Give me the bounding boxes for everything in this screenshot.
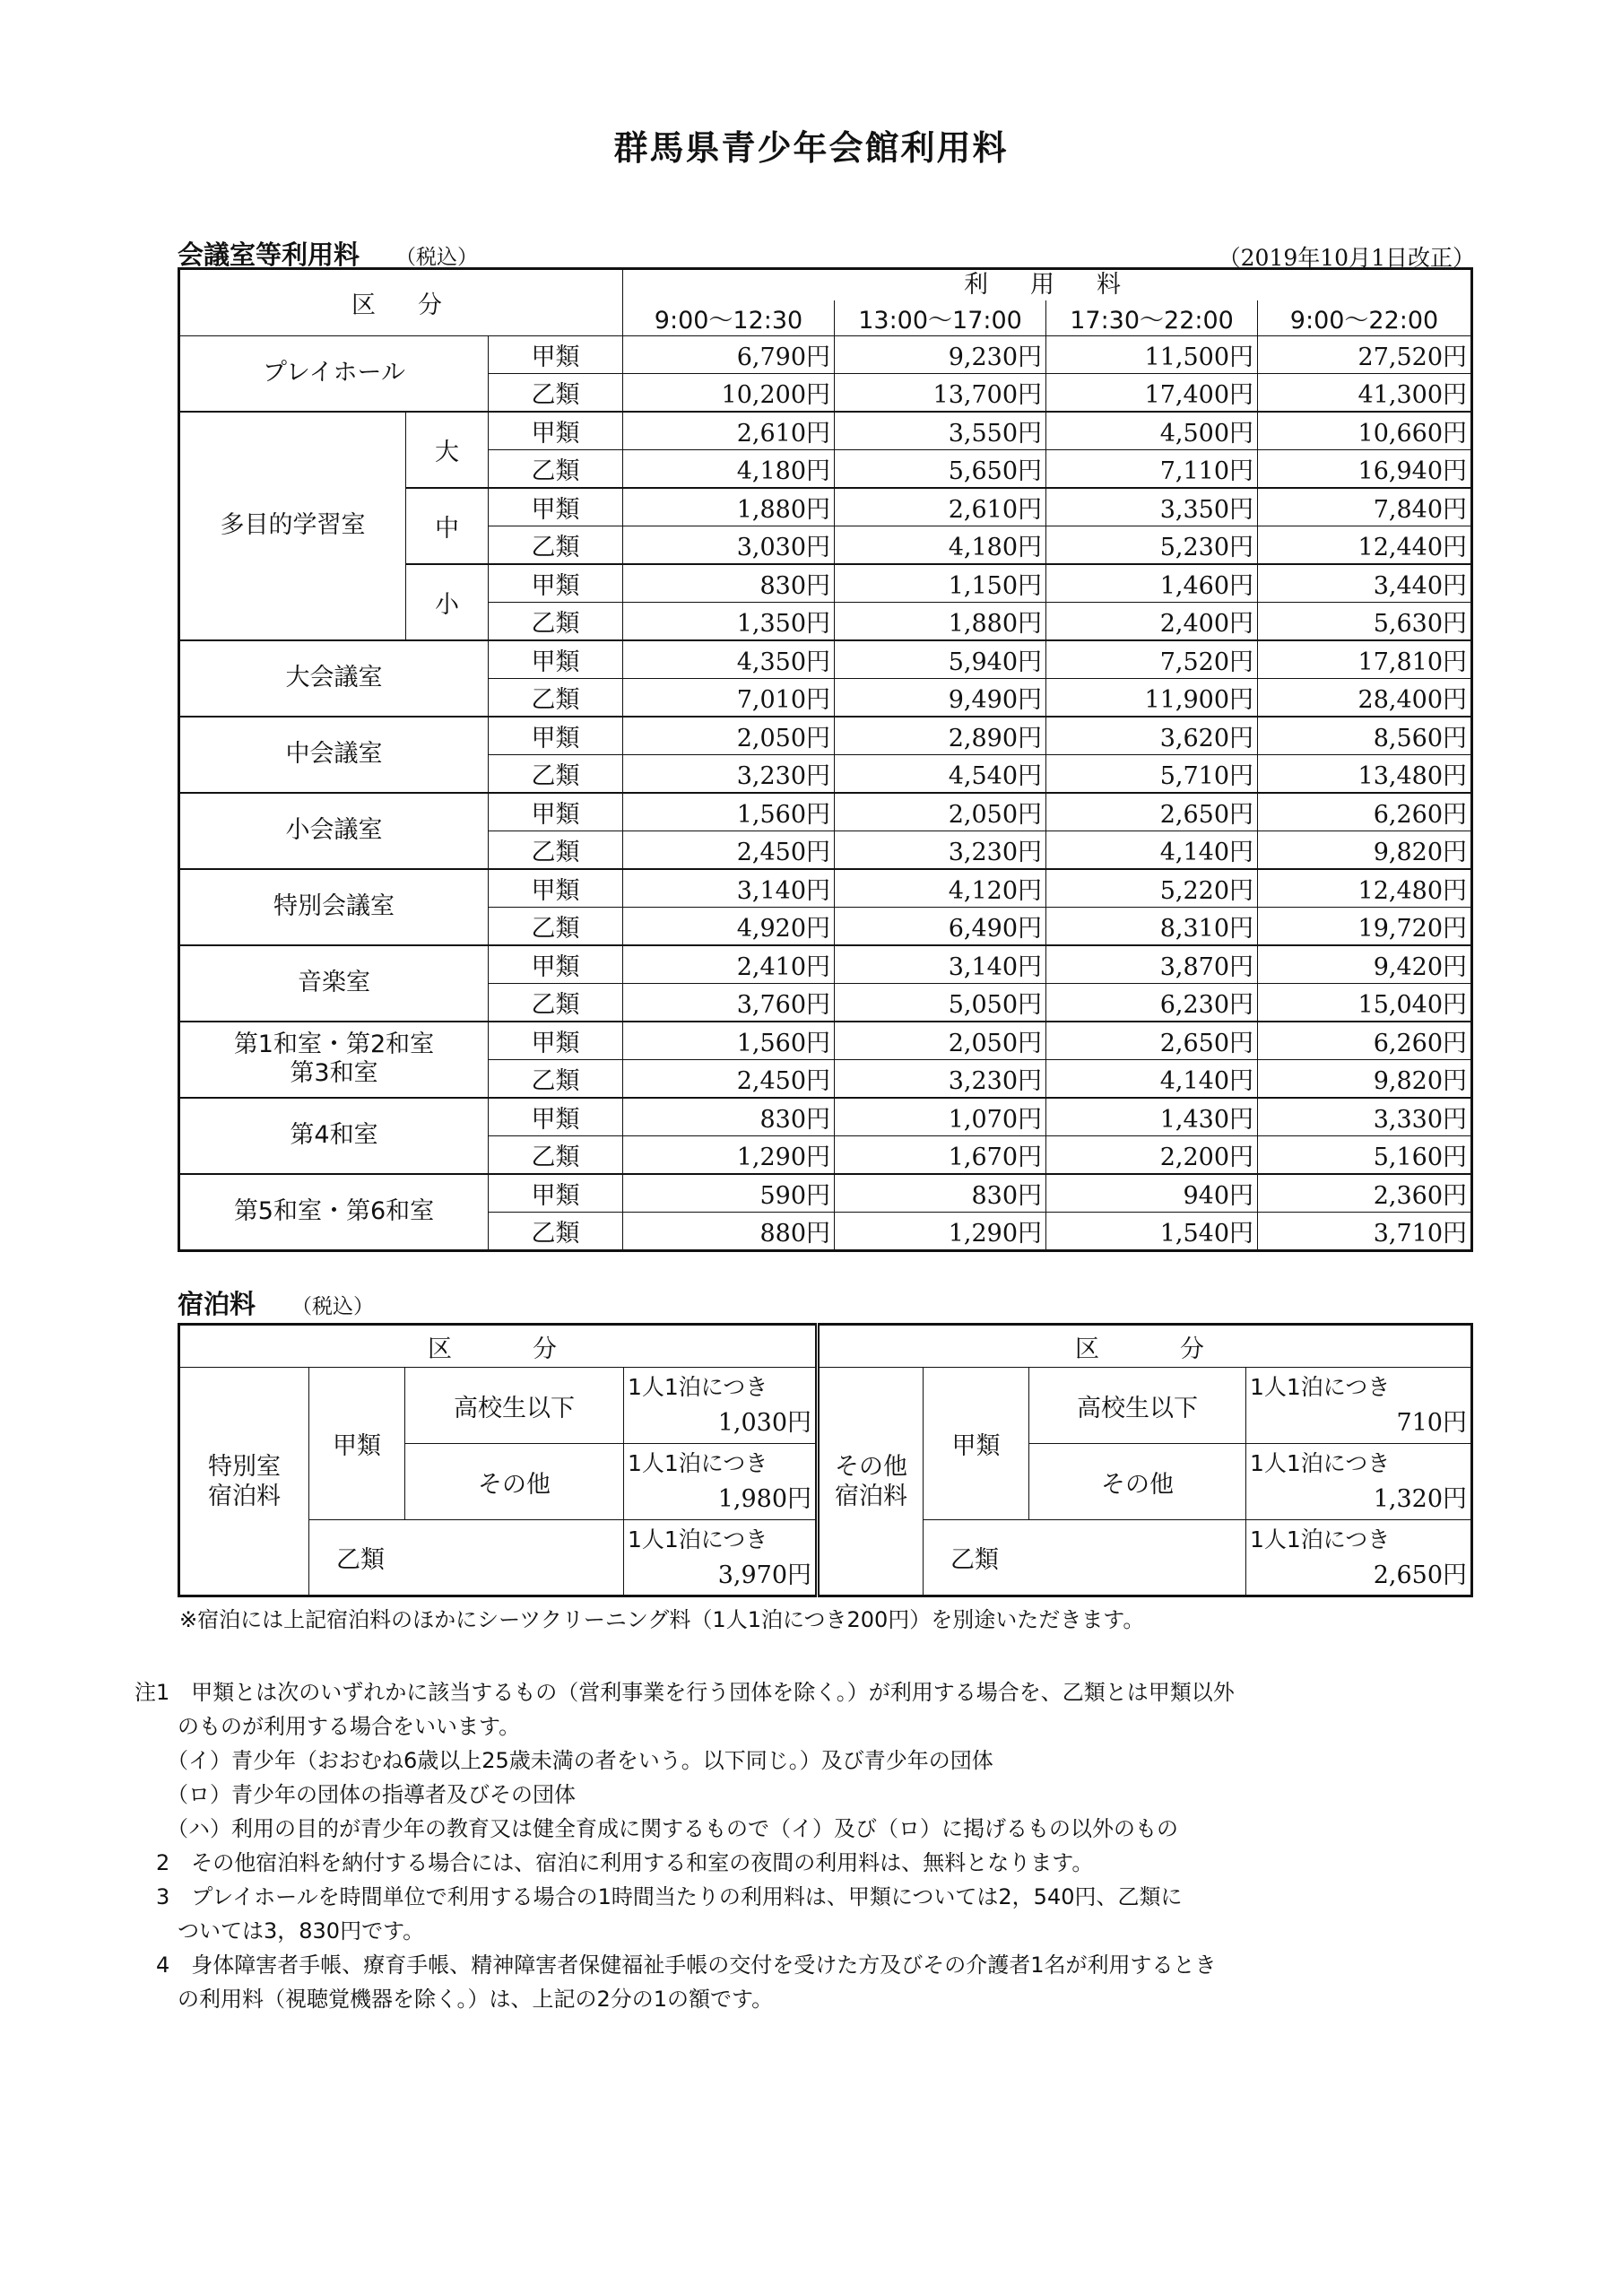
table-row — [179, 945, 1472, 984]
left-other-fee — [624, 1444, 818, 1520]
fee-cell: 3,030円 — [623, 526, 835, 564]
fee-cell: 3,870円 — [1046, 945, 1258, 984]
time-header: 9:00～12:30 — [623, 300, 835, 336]
fee-cell: 8,560円 — [1258, 717, 1472, 755]
lodging-tax-note: （税込） — [291, 1295, 375, 1318]
lodging-kubun-right: 区 分 — [818, 1325, 1472, 1368]
note-line: ついては3，830円です。 — [134, 1918, 425, 1944]
table-row — [179, 869, 1472, 908]
fee-cell: 4,140円 — [1046, 831, 1258, 869]
meeting-heading — [178, 235, 478, 272]
fee-cell: 2,050円 — [623, 717, 835, 755]
fee-cell: 2,400円 — [1046, 602, 1258, 640]
class-label: 乙類 — [489, 678, 623, 717]
table-row — [179, 717, 1472, 755]
right-highschool-amount: 710円 — [1396, 1409, 1467, 1437]
fee-cell: 8,310円 — [1046, 907, 1258, 945]
fee-cell: 9,820円 — [1258, 831, 1472, 869]
fee-cell: 5,940円 — [835, 640, 1046, 679]
right-other-amount: 1,320円 — [1373, 1485, 1467, 1513]
fee-cell: 3,230円 — [835, 831, 1046, 869]
fee-cell: 3,230円 — [623, 754, 835, 793]
fee-cell: 1,560円 — [623, 1022, 835, 1060]
fee-cell: 3,230円 — [835, 1059, 1046, 1098]
class-label: 甲類 — [489, 717, 623, 755]
time-header: 9:00～22:00 — [1258, 300, 1472, 336]
fee-cell: 3,350円 — [1046, 488, 1258, 526]
fee-cell: 27,520円 — [1258, 335, 1472, 373]
table-row — [179, 412, 1472, 450]
fee-cell: 11,900円 — [1046, 678, 1258, 717]
fee-cell: 590円 — [623, 1174, 835, 1213]
class-label: 甲類 — [489, 564, 623, 603]
fee-cell: 1,560円 — [623, 793, 835, 831]
fee-cell: 17,810円 — [1258, 640, 1472, 679]
left-highschool-amount: 1,030円 — [717, 1409, 811, 1437]
left-other-amount: 1,980円 — [717, 1485, 811, 1513]
fee-cell: 5,160円 — [1258, 1135, 1472, 1174]
class-label: 甲類 — [489, 488, 623, 526]
meeting-tax-note: （税込） — [395, 246, 479, 269]
note-line: の利用料（視聴覚機器を除く。）は、上記の2分の1の額です。 — [134, 1987, 774, 2012]
fee-cell: 880円 — [623, 1212, 835, 1250]
fee-cell: 2,410円 — [623, 945, 835, 984]
note-line: 2 その他宿泊料を納付する場合には、宿泊に利用する和室の夜間の利用料は、無料となります。 — [134, 1850, 1094, 1875]
fee-header: 利 用 料 — [623, 269, 1472, 300]
fee-cell: 10,660円 — [1258, 412, 1472, 450]
fee-cell: 1,540円 — [1046, 1212, 1258, 1250]
table-row — [179, 640, 1472, 679]
fee-cell: 7,520円 — [1046, 640, 1258, 679]
room-size: 小 — [406, 564, 489, 640]
fee-cell: 3,710円 — [1258, 1212, 1472, 1250]
left-otsu-label: 乙類 — [309, 1520, 624, 1596]
fee-cell: 5,710円 — [1046, 754, 1258, 793]
fee-cell: 12,440円 — [1258, 526, 1472, 564]
room-name: 特別会議室 — [179, 869, 489, 945]
right-highschool-fee — [1246, 1368, 1472, 1444]
fee-cell: 6,790円 — [623, 335, 835, 373]
class-label: 乙類 — [489, 1135, 623, 1174]
fee-cell: 1,350円 — [623, 602, 835, 640]
left-otsu-fee — [624, 1520, 818, 1596]
fee-cell: 7,840円 — [1258, 488, 1472, 526]
fee-cell: 3,620円 — [1046, 717, 1258, 755]
fee-cell: 9,490円 — [835, 678, 1046, 717]
table-row — [179, 1174, 1472, 1213]
fee-cell: 13,700円 — [835, 373, 1046, 412]
per-night-label: 1人1泊につき — [1250, 1450, 1391, 1476]
fee-cell: 9,820円 — [1258, 1059, 1472, 1098]
fee-cell: 7,110円 — [1046, 449, 1258, 488]
table-row — [179, 793, 1472, 831]
fee-cell: 2,610円 — [835, 488, 1046, 526]
fee-cell: 7,010円 — [623, 678, 835, 717]
fee-cell: 5,650円 — [835, 449, 1046, 488]
class-label: 乙類 — [489, 754, 623, 793]
note-line: （イ）青少年（おおむね6歳以上25歳未満の者をいう。以下同じ。）及び青少年の団体 — [134, 1748, 993, 1773]
room-name: 多目的学習室 — [179, 412, 406, 640]
fee-cell: 13,480円 — [1258, 754, 1472, 793]
right-otsu-fee — [1246, 1520, 1472, 1596]
lodging-heading-text: 宿泊料 — [178, 1289, 256, 1319]
fee-cell: 2,890円 — [835, 717, 1046, 755]
fee-cell: 1,290円 — [623, 1135, 835, 1174]
right-kou-label: 甲類 — [924, 1368, 1029, 1520]
fee-cell: 6,260円 — [1258, 1022, 1472, 1060]
class-label: 乙類 — [489, 831, 623, 869]
right-highschool-label: 高校生以下 — [1029, 1368, 1246, 1444]
fee-cell: 2,650円 — [1046, 793, 1258, 831]
room-name: 小会議室 — [179, 793, 489, 869]
fee-cell: 6,260円 — [1258, 793, 1472, 831]
fee-cell: 4,540円 — [835, 754, 1046, 793]
class-label: 甲類 — [489, 1022, 623, 1060]
fee-cell: 4,350円 — [623, 640, 835, 679]
room-name: 第1和室・第2和室 第3和室 — [179, 1022, 489, 1098]
class-label: 乙類 — [489, 602, 623, 640]
special-room-lodging-label: 特別室 宿泊料 — [179, 1368, 309, 1596]
class-label: 乙類 — [489, 373, 623, 412]
per-night-label: 1人1泊につき — [628, 1450, 768, 1476]
fee-cell: 4,500円 — [1046, 412, 1258, 450]
fee-cell: 2,650円 — [1046, 1022, 1258, 1060]
room-size: 中 — [406, 488, 489, 564]
room-name: プレイホール — [179, 335, 489, 412]
class-label: 甲類 — [489, 412, 623, 450]
fee-cell: 3,550円 — [835, 412, 1046, 450]
note-line: のものが利用する場合をいいます。 — [134, 1714, 521, 1739]
notes-section — [134, 1675, 1235, 2016]
fee-cell: 830円 — [623, 1098, 835, 1136]
fee-cell: 3,140円 — [623, 869, 835, 908]
note-line: （ロ）青少年の団体の指導者及びその団体 — [134, 1782, 576, 1807]
room-name: 第4和室 — [179, 1098, 489, 1174]
room-size: 大 — [406, 412, 489, 488]
note-line: 4 身体障害者手帳、療育手帳、精神障害者保健福祉手帳の交付を受けた方及びその介護者1名が利用するとき — [134, 1952, 1217, 1978]
fee-cell: 4,140円 — [1046, 1059, 1258, 1098]
fee-cell: 2,610円 — [623, 412, 835, 450]
fee-cell: 9,420円 — [1258, 945, 1472, 984]
fee-cell: 2,450円 — [623, 831, 835, 869]
fee-cell: 2,200円 — [1046, 1135, 1258, 1174]
class-label: 乙類 — [489, 1212, 623, 1250]
left-otsu-amount: 3,970円 — [717, 1561, 811, 1589]
fee-cell: 3,760円 — [623, 983, 835, 1022]
per-night-label: 1人1泊につき — [628, 1374, 768, 1400]
table-row — [179, 335, 1472, 373]
class-label: 乙類 — [489, 907, 623, 945]
note-line: 3 プレイホールを時間単位で利用する場合の1時間当たりの利用料は、甲類については2，540円、乙類に — [134, 1884, 1183, 1909]
fee-cell: 16,940円 — [1258, 449, 1472, 488]
fee-cell: 4,180円 — [835, 526, 1046, 564]
left-highschool-fee — [624, 1368, 818, 1444]
room-name: 大会議室 — [179, 640, 489, 717]
class-label: 甲類 — [489, 793, 623, 831]
fee-cell: 4,920円 — [623, 907, 835, 945]
fee-cell: 5,050円 — [835, 983, 1046, 1022]
fee-cell: 2,050円 — [835, 793, 1046, 831]
fee-cell: 1,290円 — [835, 1212, 1046, 1250]
left-kou-label: 甲類 — [309, 1368, 405, 1520]
meeting-heading-text: 会議室等利用料 — [178, 239, 360, 270]
meeting-fee-table — [178, 267, 1473, 1252]
fee-cell: 6,490円 — [835, 907, 1046, 945]
fee-cell: 3,440円 — [1258, 564, 1472, 603]
page-title: 群馬県青少年会館利用料 — [613, 128, 1009, 168]
fee-cell: 9,230円 — [835, 335, 1046, 373]
fee-cell: 41,300円 — [1258, 373, 1472, 412]
note-line: 注1 甲類とは次のいずれかに該当するもの（営利事業を行う団体を除く。）が利用する場合を、乙類とは甲類以外 — [134, 1680, 1235, 1705]
per-night-label: 1人1泊につき — [1250, 1374, 1391, 1400]
fee-cell: 1,670円 — [835, 1135, 1046, 1174]
fee-cell: 15,040円 — [1258, 983, 1472, 1022]
other-lodging-label: その他 宿泊料 — [818, 1368, 924, 1596]
table-row — [179, 1098, 1472, 1136]
fee-cell: 4,180円 — [623, 449, 835, 488]
fee-cell: 28,400円 — [1258, 678, 1472, 717]
room-name: 第5和室・第6和室 — [179, 1174, 489, 1251]
fee-cell: 12,480円 — [1258, 869, 1472, 908]
fee-cell: 5,230円 — [1046, 526, 1258, 564]
fee-cell: 1,880円 — [835, 602, 1046, 640]
lodging-fee-table — [178, 1323, 1473, 1597]
right-otsu-label: 乙類 — [924, 1520, 1246, 1596]
kubun-header: 区 分 — [179, 269, 623, 336]
fee-cell: 17,400円 — [1046, 373, 1258, 412]
fee-cell: 19,720円 — [1258, 907, 1472, 945]
note-line: （ハ）利用の目的が青少年の教育又は健全育成に関するもので（イ）及び（ロ）に掲げるもの以外のもの — [134, 1816, 1178, 1841]
fee-cell: 1,150円 — [835, 564, 1046, 603]
fee-cell: 830円 — [623, 564, 835, 603]
per-night-label: 1人1泊につき — [1250, 1526, 1391, 1552]
fee-cell: 1,430円 — [1046, 1098, 1258, 1136]
right-other-label: その他 — [1029, 1444, 1246, 1520]
time-header: 17:30～22:00 — [1046, 300, 1258, 336]
fee-cell: 2,050円 — [835, 1022, 1046, 1060]
class-label: 甲類 — [489, 1098, 623, 1136]
class-label: 甲類 — [489, 640, 623, 679]
fee-cell: 2,360円 — [1258, 1174, 1472, 1213]
left-other-label: その他 — [405, 1444, 624, 1520]
lodging-heading — [178, 1284, 374, 1321]
fee-cell: 6,230円 — [1046, 983, 1258, 1022]
fee-cell: 940円 — [1046, 1174, 1258, 1213]
class-label: 甲類 — [489, 1174, 623, 1213]
revision-date: （2019年10月1日改正） — [1218, 245, 1475, 271]
fee-cell: 1,880円 — [623, 488, 835, 526]
fee-cell: 5,630円 — [1258, 602, 1472, 640]
class-label: 乙類 — [489, 449, 623, 488]
sheet-cleaning-note: ※宿泊には上記宿泊料のほかにシーツクリーニング料（1人1泊につき200円）を別途いただきます。 — [179, 1607, 1145, 1632]
class-label: 甲類 — [489, 869, 623, 908]
fee-cell: 2,450円 — [623, 1059, 835, 1098]
right-other-fee — [1246, 1444, 1472, 1520]
room-name: 中会議室 — [179, 717, 489, 793]
fee-cell: 3,140円 — [835, 945, 1046, 984]
fee-cell: 830円 — [835, 1174, 1046, 1213]
left-highschool-label: 高校生以下 — [405, 1368, 624, 1444]
fee-cell: 11,500円 — [1046, 335, 1258, 373]
fee-cell: 3,330円 — [1258, 1098, 1472, 1136]
fee-cell: 4,120円 — [835, 869, 1046, 908]
lodging-kubun-left: 区 分 — [179, 1325, 818, 1368]
per-night-label: 1人1泊につき — [628, 1526, 768, 1552]
class-label: 乙類 — [489, 526, 623, 564]
room-name: 音楽室 — [179, 945, 489, 1022]
fee-cell: 5,220円 — [1046, 869, 1258, 908]
fee-cell: 1,460円 — [1046, 564, 1258, 603]
time-header: 13:00～17:00 — [835, 300, 1046, 336]
class-label: 乙類 — [489, 1059, 623, 1098]
fee-cell: 10,200円 — [623, 373, 835, 412]
right-otsu-amount: 2,650円 — [1373, 1561, 1467, 1589]
class-label: 乙類 — [489, 983, 623, 1022]
class-label: 甲類 — [489, 335, 623, 373]
class-label: 甲類 — [489, 945, 623, 984]
fee-cell: 1,070円 — [835, 1098, 1046, 1136]
table-row — [179, 1022, 1472, 1060]
